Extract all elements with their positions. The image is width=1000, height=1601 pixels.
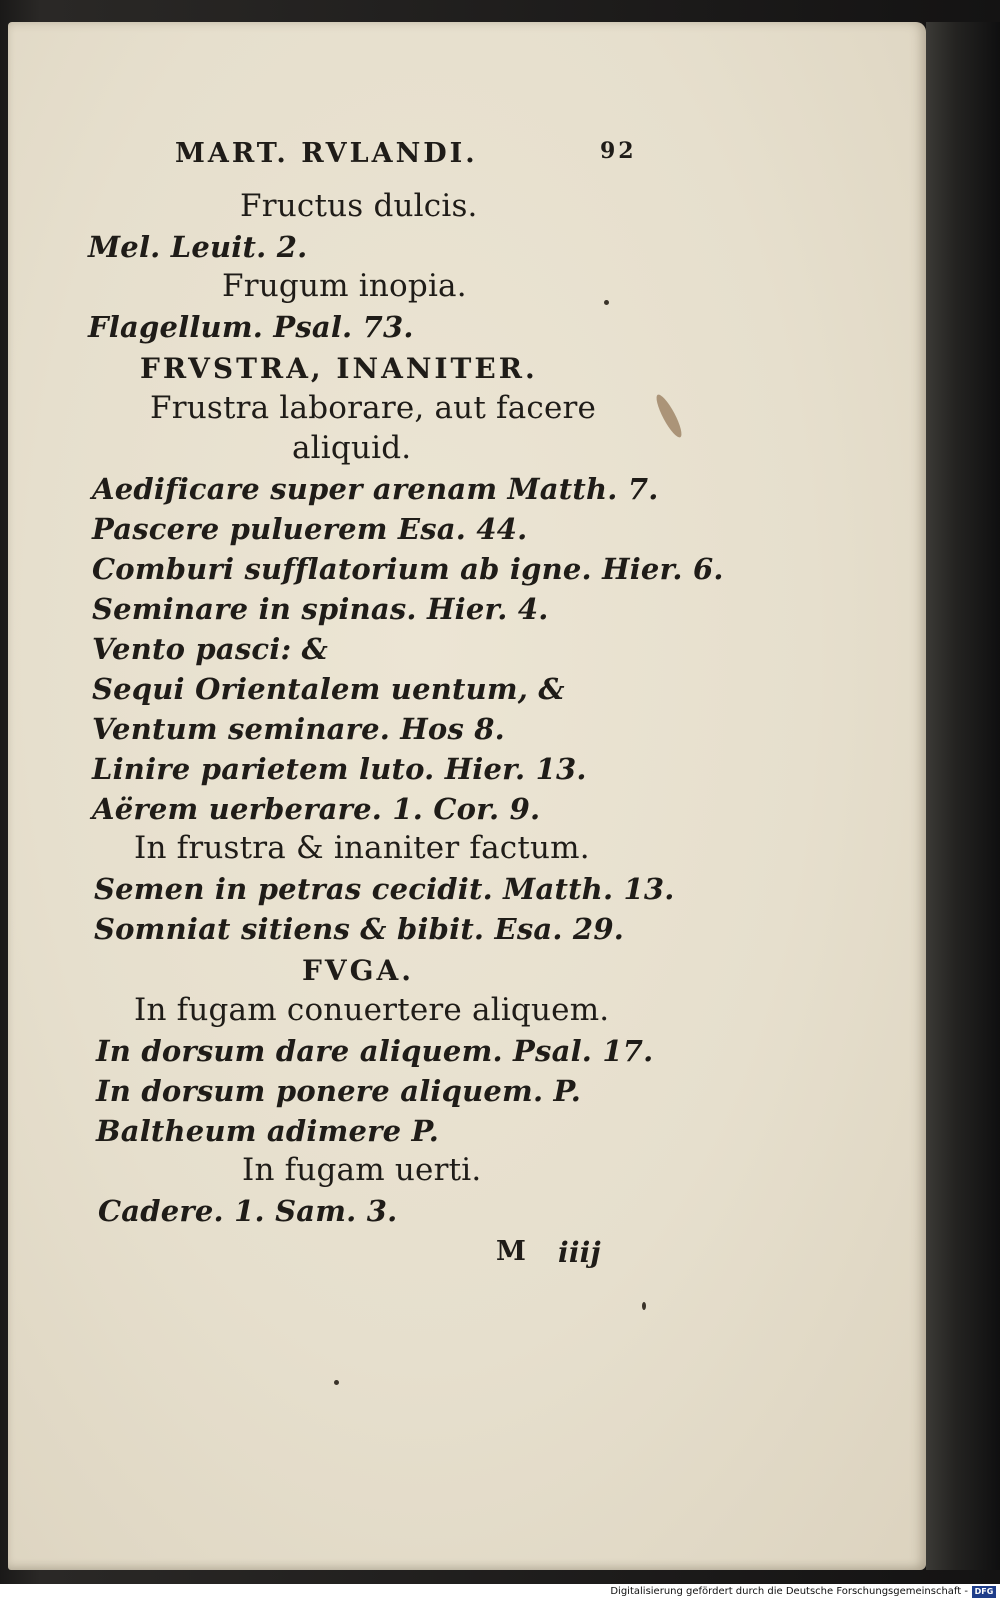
entry-line: Somniat sitiens & bibit. Esa. 29.: [94, 912, 624, 946]
entry-line: Vento pasci: &: [92, 632, 329, 666]
dfg-logo: DFG: [972, 1586, 996, 1598]
ink-speck: [604, 300, 609, 305]
entry-line: Cadere. 1. Sam. 3.: [98, 1194, 398, 1228]
entry-line: Pascere puluerem Esa. 44.: [92, 512, 528, 546]
entry-line: Ventum seminare. Hos 8.: [92, 712, 505, 746]
entry-line: In dorsum dare aliquem. Psal. 17.: [96, 1034, 654, 1068]
entry-line: Aërem uerberare. 1. Cor. 9.: [92, 792, 541, 826]
footer-bar: [0, 1584, 1000, 1601]
entry-line: Mel. Leuit. 2.: [88, 230, 308, 264]
ink-speck: [334, 1380, 339, 1385]
entry-line: Baltheum adimere P.: [96, 1114, 440, 1148]
entry-line: Linire parietem luto. Hier. 13.: [92, 752, 587, 786]
section-heading-frustra: FRVSTRA, INANITER.: [140, 352, 538, 385]
entry-line: In dorsum ponere aliquem. P.: [96, 1074, 582, 1108]
heading-frustra-laborare: Frustra laborare, aut facere: [150, 390, 597, 426]
heading-in-fugam-uerti: In fugam uerti.: [242, 1152, 482, 1188]
heading-in-frustra: In frustra & inaniter factum.: [134, 830, 590, 866]
entry-line: Semen in petras cecidit. Matth. 13.: [94, 872, 675, 906]
running-title: MART. RVLANDI.: [175, 138, 478, 169]
entry-line: Flagellum. Psal. 73.: [88, 310, 414, 344]
page-number: 92: [600, 138, 637, 164]
signature-numeral: iiij: [558, 1236, 601, 1269]
entry-line: Comburi sufflatorium ab igne. Hier. 6.: [92, 552, 724, 586]
entry-line: Seminare in spinas. Hier. 4.: [92, 592, 549, 626]
ink-speck: [642, 1302, 646, 1310]
section-heading-fuga: FVGA.: [302, 954, 414, 987]
footer-credit: Digitalisierung gefördert durch die Deutsche Forschungsgemeinschaft -: [610, 1586, 968, 1597]
entry-line: Sequi Orientalem uentum, &: [92, 672, 565, 706]
heading-fructus-dulcis: Fructus dulcis.: [240, 188, 478, 224]
heading-in-fugam: In fugam conuertere aliquem.: [134, 992, 610, 1028]
heading-continuation: aliquid.: [292, 430, 412, 466]
ink-smudge: [652, 392, 685, 440]
book-spine: [926, 22, 1000, 1570]
heading-frugum-inopia: Frugum inopia.: [222, 268, 467, 304]
signature-letter: M: [496, 1236, 527, 1267]
entry-line: Aedificare super arenam Matth. 7.: [92, 472, 659, 506]
